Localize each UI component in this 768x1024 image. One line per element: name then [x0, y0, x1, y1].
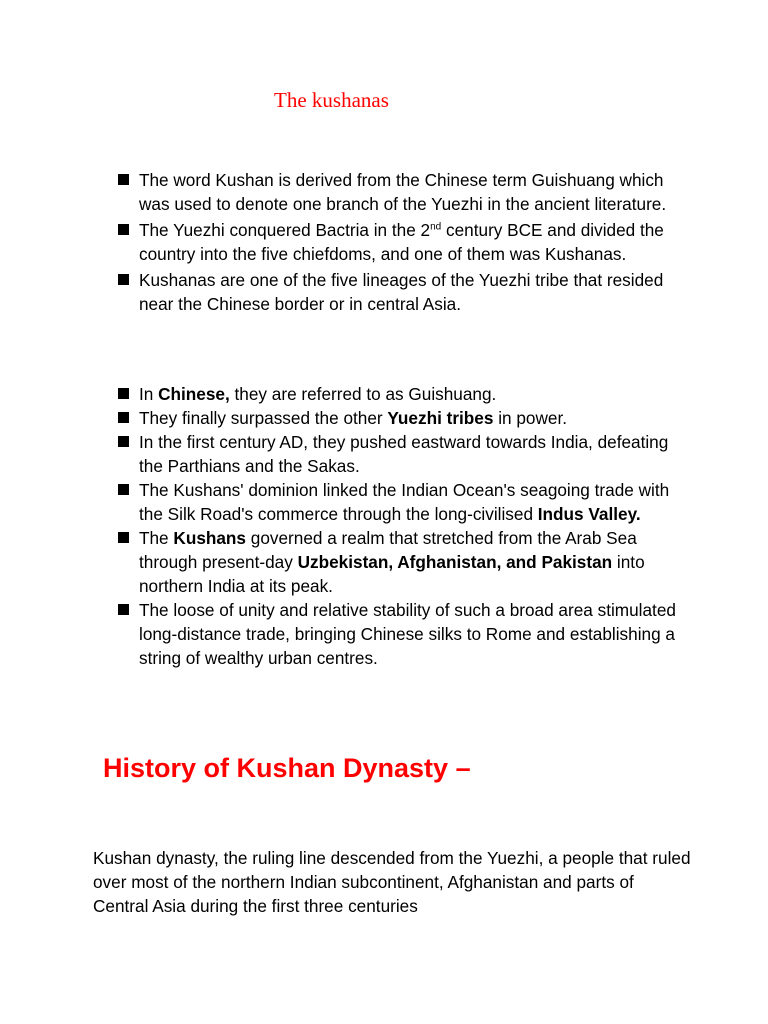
bullet-text-part: The — [139, 528, 174, 548]
list-item — [118, 478, 678, 526]
bold-term: Indus Valley. — [537, 504, 641, 524]
bullet-text-part: in power. — [493, 408, 568, 428]
list-item — [118, 168, 678, 216]
bold-term: Yuezhi tribes — [387, 408, 494, 428]
bullet-text-part: The Kushans' dominion linked the Indian Ocean's seagoing trade with the Silk Road's commerce through the long-civilised — [139, 480, 670, 524]
bold-term: Uzbekistan, Afghanistan, and Pakistan — [297, 552, 613, 572]
bullet-text: In the first century AD, they pushed eastward towards India, defeating the Parthians and the Sakas. — [139, 432, 669, 476]
bullet-text-part: In — [139, 384, 159, 404]
list-item — [118, 268, 678, 316]
bullet-text: Kushanas are one of the five lineages of the Yuezhi tribe that resided near the Chinese border or in central Asia. — [139, 270, 664, 314]
bullet-text-part: They finally surpassed the other — [139, 408, 388, 428]
square-bullet-icon — [118, 274, 129, 285]
page-title: The kushanas — [274, 88, 389, 112]
section-heading: History of Kushan Dynasty – — [103, 753, 471, 783]
square-bullet-icon — [118, 224, 129, 235]
bullet-text: The word Kushan is derived from the Chinese term Guishuang which was used to denote one branch of the Yuezhi in the ancient literature. — [139, 170, 667, 214]
superscript: nd — [430, 221, 442, 233]
bullet-text-part: century BCE and divided the country into the five chiefdoms, and one of them was Kushanas. — [139, 220, 664, 264]
list-item — [118, 526, 678, 598]
square-bullet-icon — [118, 388, 129, 399]
bold-term: Chinese, — [158, 384, 230, 404]
list-item — [118, 382, 678, 406]
bullet-text-part: The Yuezhi conquered Bactria in the 2 — [139, 220, 431, 240]
bullet-text-part: into northern India at its peak. — [139, 552, 645, 596]
square-bullet-icon — [118, 412, 129, 423]
bullet-text: The loose of unity and relative stability of such a broad area stimulated long-distance trade, bringing Chinese silks to Rome and establishing a string of wealthy urban centres. — [139, 600, 676, 668]
list-item — [118, 430, 678, 478]
square-bullet-icon — [118, 532, 129, 543]
square-bullet-icon — [118, 174, 129, 185]
body-paragraph: Kushan dynasty, the ruling line descended from the Yuezhi, a people that ruled over most of the northern Indian subcontinent, Afghanistan and parts of Central Asia during the first three centuries — [93, 848, 691, 916]
bullet-text-part: governed a realm that stretched from the Arab Sea through present-day — [139, 528, 637, 572]
bullet-list-intro — [118, 168, 678, 318]
bullet-list-details — [118, 382, 678, 670]
list-item — [118, 406, 678, 430]
bold-term: Kushans — [173, 528, 246, 548]
bullet-text-part: they are referred to as Guishuang. — [229, 384, 497, 404]
square-bullet-icon — [118, 484, 129, 495]
square-bullet-icon — [118, 604, 129, 615]
list-item — [118, 218, 678, 266]
list-item — [118, 598, 678, 670]
square-bullet-icon — [118, 436, 129, 447]
